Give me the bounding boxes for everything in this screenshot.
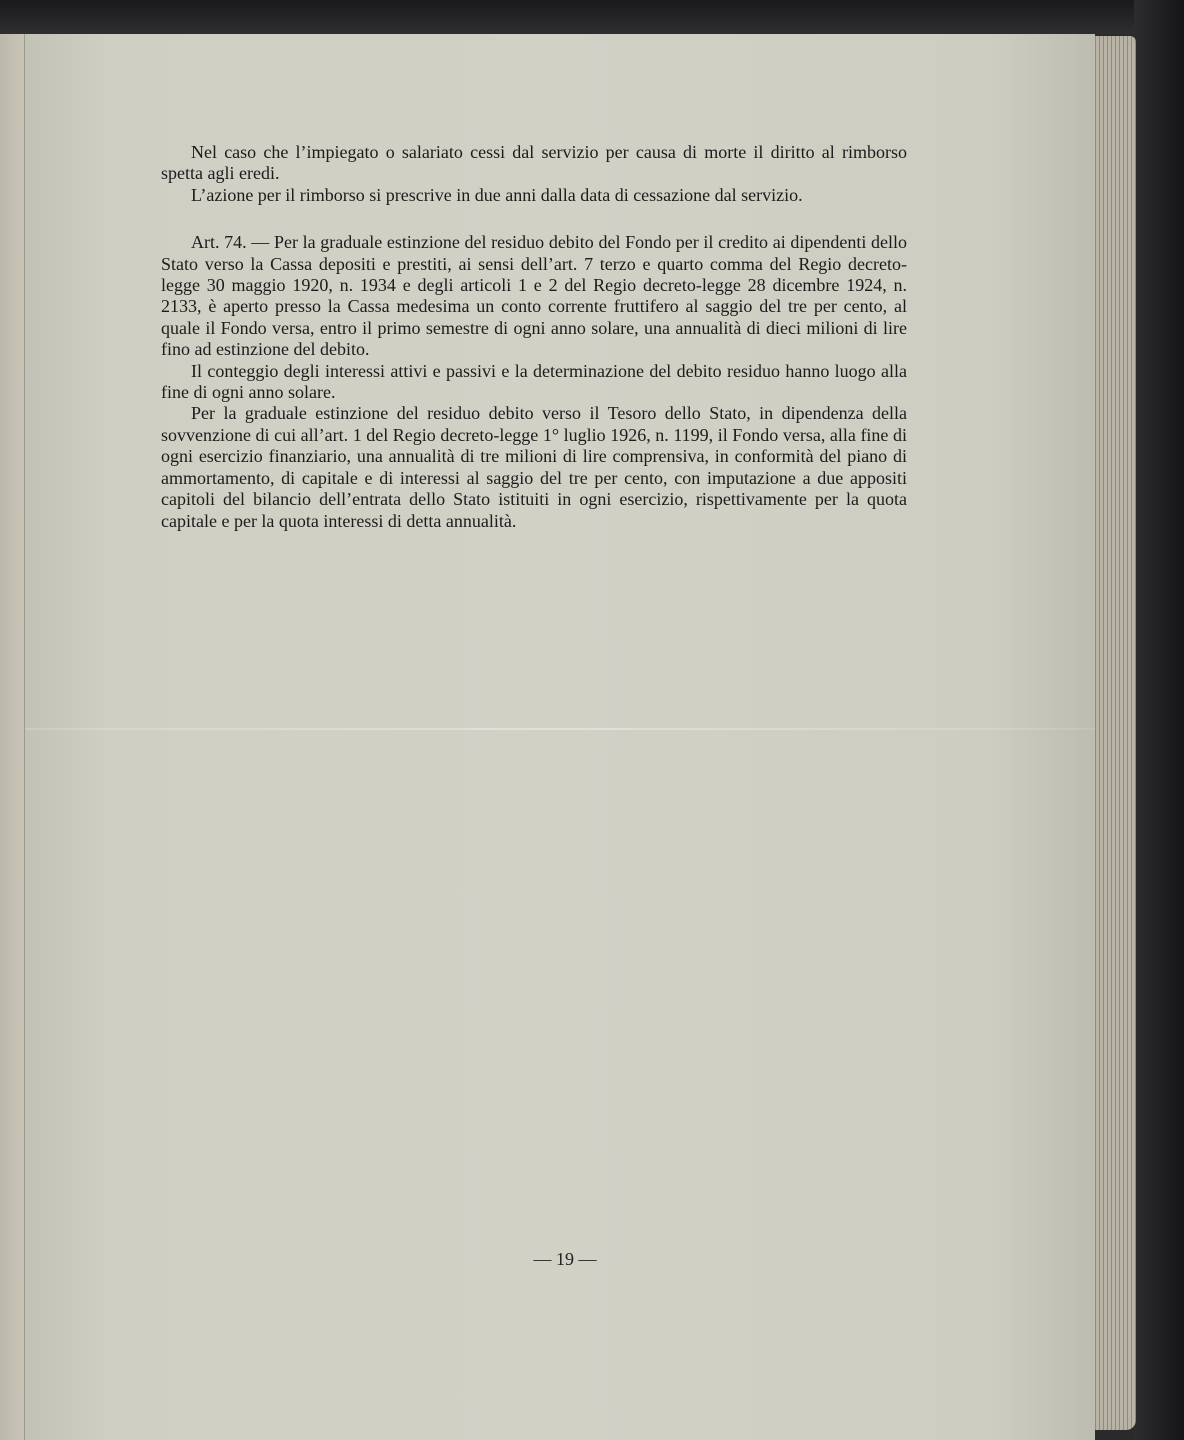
paragraph: Per la graduale estinzione del residuo debito verso il Tesoro dello Stato, in dipendenza della sovvenzione di cui all’art. 1 del Regio decreto-legge 1° luglio 1926, n. 1199, il Fondo versa, alla fine di ogni esercizio finanziario, una annualità di tre milioni di lire comprensiva, in conformità del piano di ammortamento, di capitale e di interessi al saggio del tre per cento, con imputazione a due appositi capitoli del bilancio dell’entrata dello Stato istituiti in ogni esercizio, rispettivamente per la quota capitale e per la quota interessi di detta annualità. <box>161 403 907 531</box>
paragraph: Art. 74. — Per la graduale estinzione del residuo debito del Fondo per il credito ai dipendenti dello Stato verso la Cassa depositi e prestiti, ai sensi dell’art. 7 terzo e quarto comma del Regio decreto-legge 30 maggio 1920, n. 1934 e degli articoli 1 e 2 del Regio decreto-legge 28 dicembre 1924, n. 2133, è aperto presso la Cassa medesima un conto corrente fruttifero al saggio del tre per cento, al quale il Fondo versa, entro il primo semestre di ogni anno solare, una annualità di dieci milioni di lire fino ad estinzione del debito. <box>161 232 907 360</box>
paragraph: Il conteggio degli interessi attivi e passivi e la determinazione del debito residuo hanno luogo alla fine di ogni anno solare. <box>161 360 907 403</box>
paragraph: L’azione per il rimborso si prescrive in due anni dalla data di cessazione dal servizio. <box>191 184 803 205</box>
paragraph: Nel caso che l’impiegato o salariato cessi dal servizio per causa di morte il diritto al rimborso spetta agli eredi. <box>161 142 907 184</box>
page-crease <box>25 728 1095 730</box>
page-stack-edges <box>1088 36 1136 1430</box>
previous-page-edge <box>0 34 26 1440</box>
binding-top <box>0 0 1184 34</box>
page-number: — 19 — <box>533 1249 597 1269</box>
body-text <box>161 142 907 532</box>
page <box>24 34 1095 1440</box>
book-cover-edge <box>1134 0 1184 1440</box>
